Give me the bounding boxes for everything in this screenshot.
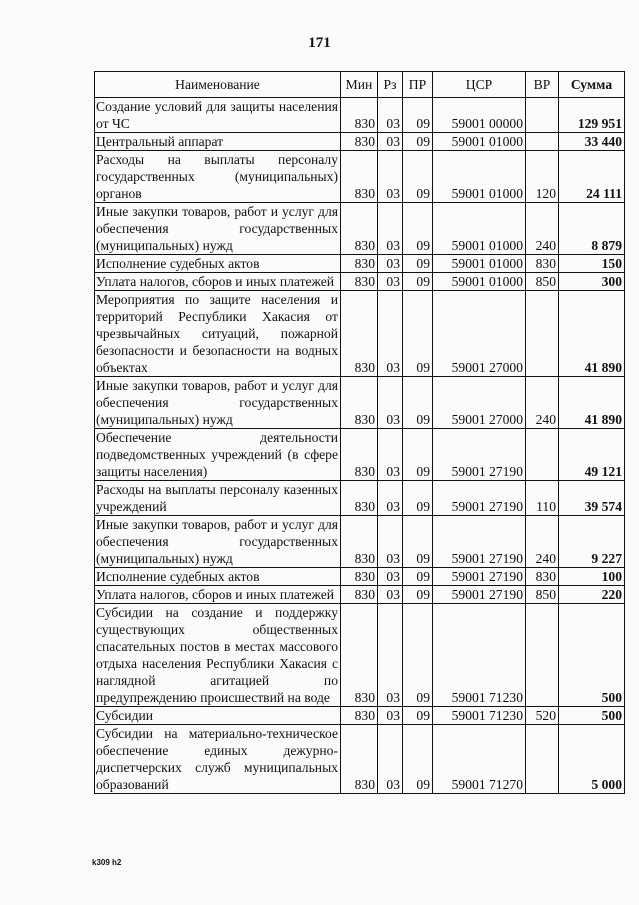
- cell-min: 830: [341, 273, 378, 291]
- cell-sum: 8 879: [559, 203, 625, 255]
- cell-name: Иные закупки товаров, работ и услуг для обеспечения государственных (муниципальных) нужд: [95, 516, 341, 568]
- cell-pr: 09: [403, 516, 433, 568]
- cell-pr: 09: [403, 133, 433, 151]
- cell-name: Создание условий для защиты населения от ЧС: [95, 98, 341, 133]
- cell-vr: 110: [526, 481, 559, 516]
- cell-csr: 59001 27190: [433, 586, 526, 604]
- cell-name: Уплата налогов, сборов и иных платежей: [95, 273, 341, 291]
- cell-csr: 59001 27190: [433, 568, 526, 586]
- cell-name: Субсидии: [95, 707, 341, 725]
- cell-min: 830: [341, 481, 378, 516]
- cell-rz: 03: [378, 151, 403, 203]
- cell-rz: 03: [378, 568, 403, 586]
- cell-csr: 59001 71270: [433, 725, 526, 794]
- cell-pr: 09: [403, 707, 433, 725]
- cell-name: Обеспечение деятельности подведомственных учреждений (в сфере защиты населения): [95, 429, 341, 481]
- cell-name: Субсидии на материально-техническое обеспечение единых дежурно-диспетчерских служб муниципальных образований: [95, 725, 341, 794]
- cell-rz: 03: [378, 481, 403, 516]
- cell-name: Мероприятия по защите населения и территорий Республики Хакасия от чрезвычайных ситуаций, пожарной безопасности и безопасности на водных объектах: [95, 291, 341, 377]
- cell-csr: 59001 01000: [433, 151, 526, 203]
- cell-pr: 09: [403, 291, 433, 377]
- footer-code: k309 h2: [92, 858, 122, 867]
- cell-vr: [526, 429, 559, 481]
- cell-vr: [526, 98, 559, 133]
- cell-csr: 59001 27000: [433, 377, 526, 429]
- header-csr: ЦСР: [433, 72, 526, 98]
- cell-min: 830: [341, 586, 378, 604]
- cell-rz: 03: [378, 604, 403, 707]
- header-min: Мин: [341, 72, 378, 98]
- cell-name: Иные закупки товаров, работ и услуг для обеспечения государственных (муниципальных) нужд: [95, 377, 341, 429]
- cell-name: Исполнение судебных актов: [95, 568, 341, 586]
- cell-sum: 220: [559, 586, 625, 604]
- cell-pr: 09: [403, 725, 433, 794]
- table-row: [95, 203, 625, 255]
- cell-name: Расходы на выплаты персоналу государственных (муниципальных) органов: [95, 151, 341, 203]
- cell-sum: 39 574: [559, 481, 625, 516]
- table-row: [95, 604, 625, 707]
- cell-vr: 830: [526, 568, 559, 586]
- cell-sum: 9 227: [559, 516, 625, 568]
- table-row: [95, 133, 625, 151]
- table-row: [95, 586, 625, 604]
- cell-sum: 500: [559, 604, 625, 707]
- cell-rz: 03: [378, 291, 403, 377]
- table-row: [95, 481, 625, 516]
- table-row: [95, 725, 625, 794]
- table-row: [95, 377, 625, 429]
- cell-rz: 03: [378, 429, 403, 481]
- cell-min: 830: [341, 203, 378, 255]
- table-row: [95, 98, 625, 133]
- cell-pr: 09: [403, 203, 433, 255]
- cell-rz: 03: [378, 133, 403, 151]
- cell-csr: 59001 27190: [433, 481, 526, 516]
- cell-sum: 150: [559, 255, 625, 273]
- cell-pr: 09: [403, 98, 433, 133]
- cell-rz: 03: [378, 707, 403, 725]
- cell-sum: 24 111: [559, 151, 625, 203]
- header-sum: Сумма: [559, 72, 625, 98]
- table-row: [95, 429, 625, 481]
- header-vr: ВР: [526, 72, 559, 98]
- cell-vr: 240: [526, 516, 559, 568]
- cell-min: 830: [341, 133, 378, 151]
- cell-name: Центральный аппарат: [95, 133, 341, 151]
- cell-csr: 59001 00000: [433, 98, 526, 133]
- cell-min: 830: [341, 151, 378, 203]
- cell-pr: 09: [403, 568, 433, 586]
- cell-min: 830: [341, 568, 378, 586]
- cell-csr: 59001 71230: [433, 604, 526, 707]
- cell-sum: 49 121: [559, 429, 625, 481]
- table-row: [95, 707, 625, 725]
- cell-min: 830: [341, 707, 378, 725]
- cell-pr: 09: [403, 481, 433, 516]
- table-row: [95, 291, 625, 377]
- cell-sum: 100: [559, 568, 625, 586]
- cell-vr: 120: [526, 151, 559, 203]
- cell-name: Уплата налогов, сборов и иных платежей: [95, 586, 341, 604]
- budget-table: [94, 71, 625, 794]
- cell-vr: 240: [526, 377, 559, 429]
- cell-sum: 5 000: [559, 725, 625, 794]
- cell-rz: 03: [378, 273, 403, 291]
- table-header-row: [95, 72, 625, 98]
- cell-name: Расходы на выплаты персоналу казенных учреждений: [95, 481, 341, 516]
- cell-name: Иные закупки товаров, работ и услуг для обеспечения государственных (муниципальных) нужд: [95, 203, 341, 255]
- page-number: 171: [308, 35, 331, 51]
- cell-sum: 300: [559, 273, 625, 291]
- cell-vr: [526, 291, 559, 377]
- cell-csr: 59001 01000: [433, 203, 526, 255]
- cell-min: 830: [341, 98, 378, 133]
- cell-csr: 59001 01000: [433, 273, 526, 291]
- cell-rz: 03: [378, 203, 403, 255]
- cell-pr: 09: [403, 255, 433, 273]
- cell-vr: 850: [526, 586, 559, 604]
- cell-csr: 59001 27000: [433, 291, 526, 377]
- table-row: [95, 516, 625, 568]
- cell-pr: 09: [403, 151, 433, 203]
- cell-min: 830: [341, 429, 378, 481]
- cell-rz: 03: [378, 516, 403, 568]
- cell-min: 830: [341, 516, 378, 568]
- cell-rz: 03: [378, 725, 403, 794]
- cell-name: Исполнение судебных актов: [95, 255, 341, 273]
- cell-csr: 59001 27190: [433, 429, 526, 481]
- table-row: [95, 151, 625, 203]
- cell-vr: 520: [526, 707, 559, 725]
- cell-name: Субсидии на создание и поддержку существующих общественных спасательных постов в местах массового отдыха населения Республики Хакасия с наглядной агитацией по предупреждению происшествий на воде: [95, 604, 341, 707]
- cell-sum: 41 890: [559, 377, 625, 429]
- table-row: [95, 568, 625, 586]
- cell-rz: 03: [378, 377, 403, 429]
- cell-vr: [526, 133, 559, 151]
- cell-rz: 03: [378, 255, 403, 273]
- cell-vr: 850: [526, 273, 559, 291]
- cell-rz: 03: [378, 98, 403, 133]
- cell-sum: 500: [559, 707, 625, 725]
- cell-pr: 09: [403, 429, 433, 481]
- cell-sum: 129 951: [559, 98, 625, 133]
- cell-vr: 830: [526, 255, 559, 273]
- cell-min: 830: [341, 604, 378, 707]
- cell-rz: 03: [378, 586, 403, 604]
- cell-sum: 33 440: [559, 133, 625, 151]
- header-pr: ПР: [403, 72, 433, 98]
- cell-pr: 09: [403, 377, 433, 429]
- cell-sum: 41 890: [559, 291, 625, 377]
- cell-min: 830: [341, 377, 378, 429]
- cell-csr: 59001 01000: [433, 255, 526, 273]
- header-name: Наименование: [95, 72, 341, 98]
- cell-pr: 09: [403, 604, 433, 707]
- cell-min: 830: [341, 291, 378, 377]
- table-row: [95, 255, 625, 273]
- cell-vr: [526, 725, 559, 794]
- cell-min: 830: [341, 725, 378, 794]
- cell-csr: 59001 27190: [433, 516, 526, 568]
- cell-vr: [526, 604, 559, 707]
- table-body: [95, 98, 625, 794]
- header-rz: Рз: [378, 72, 403, 98]
- cell-pr: 09: [403, 273, 433, 291]
- cell-min: 830: [341, 255, 378, 273]
- cell-csr: 59001 01000: [433, 133, 526, 151]
- cell-csr: 59001 71230: [433, 707, 526, 725]
- cell-vr: 240: [526, 203, 559, 255]
- cell-pr: 09: [403, 586, 433, 604]
- table-row: [95, 273, 625, 291]
